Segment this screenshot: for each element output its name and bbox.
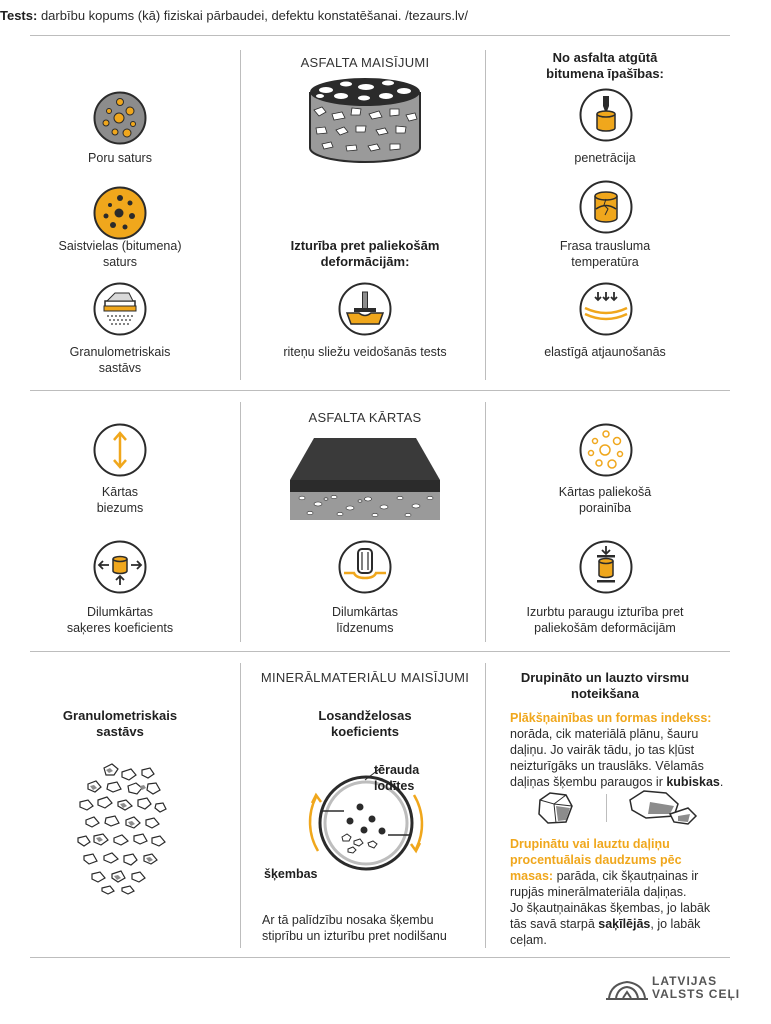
label-line: Kārtas xyxy=(101,485,139,499)
body-text: . xyxy=(719,775,724,789)
desc-line: stiprību un izturību pret nodilšanu xyxy=(262,929,447,943)
heading-line: No asfalta atgūtā xyxy=(552,50,658,65)
label-line: saķeres koeficients xyxy=(66,621,174,635)
divider xyxy=(30,35,730,36)
steel-balls-label xyxy=(374,762,419,794)
crushed-subheading: Drupinātu vai lauztu daļiņu xyxy=(510,837,670,851)
body-line: daļiņu. Jo vairāk tādu, jo tas kļūst xyxy=(510,743,695,757)
adhesion-icon xyxy=(93,540,147,594)
label-line: sastāvs xyxy=(98,361,142,375)
divider xyxy=(240,50,241,380)
core-deformation-label xyxy=(485,604,725,636)
asphalt-core-icon xyxy=(306,74,424,166)
section-title: MINERĀLMATERIĀLU MAISĪJUMI xyxy=(260,670,470,685)
label-line: Izurbtu paraugu izturība pret xyxy=(526,605,684,619)
la-coefficient-heading xyxy=(245,708,485,740)
emphasis-text: saķīlējās xyxy=(598,917,651,931)
body-text: daļiņas šķembu paraugos ir xyxy=(510,775,667,789)
crushed-faces-heading xyxy=(485,670,725,702)
desc-line: Ar tā palīdzību nosaka šķembu xyxy=(262,913,434,927)
heading-line: Izturība pret paliekošām xyxy=(290,238,440,253)
la-description xyxy=(262,912,482,944)
body-line xyxy=(510,916,740,932)
asphalt-layers-icon xyxy=(290,438,440,522)
pore-content-icon xyxy=(93,91,147,145)
divider xyxy=(30,957,730,958)
heading-line: koeficients xyxy=(331,724,399,739)
logo-line: LATVIJAS xyxy=(652,974,718,988)
body-line: ceļam. xyxy=(510,933,547,947)
body-line: neizturīgāks un trauslāks. Vēlamās xyxy=(510,759,704,773)
flakiness-subheading: Plākšņainības un formas indekss: xyxy=(510,711,712,725)
crushed-subheading: masas: xyxy=(510,869,554,883)
elastic-recovery-label: elastīgā atjaunošanās xyxy=(544,345,666,359)
label-line: līdzenums xyxy=(336,621,394,635)
body-line xyxy=(510,868,740,884)
label-line: porainība xyxy=(578,501,632,515)
header-label: Tests: xyxy=(0,8,38,23)
label-line: Frasa trausluma xyxy=(559,239,651,253)
body-text: tās savā starpā xyxy=(510,917,599,931)
pore-content-label: Poru saturs xyxy=(88,151,152,165)
emphasis-text: kubiskas xyxy=(666,775,720,789)
label-line: temperatūra xyxy=(571,255,639,269)
divider xyxy=(485,663,486,948)
label-line: paliekošām deformācijām xyxy=(534,621,676,635)
heading-line: deformācijām: xyxy=(320,254,410,269)
wheel-tracking-icon xyxy=(338,282,392,336)
page-header xyxy=(0,8,468,24)
divider xyxy=(606,794,607,822)
divider xyxy=(240,402,241,642)
grading-icon xyxy=(93,282,147,336)
porosity-label xyxy=(485,484,725,516)
mineral-grading-heading xyxy=(30,708,210,740)
latvian-state-roads-logo xyxy=(606,976,648,1000)
label-line: Dilumkārtas xyxy=(332,605,398,619)
heading-line: Losandželosas xyxy=(318,708,412,723)
heading-line: bitumena īpašības: xyxy=(546,66,664,81)
body-line: norāda, cik materiālā plānu, šauru xyxy=(510,727,699,741)
divider xyxy=(485,50,486,380)
label-line: Kārtas paliekošā xyxy=(558,485,652,499)
flaky-stone-icon xyxy=(626,788,698,826)
divider xyxy=(30,651,730,652)
adhesion-label xyxy=(30,604,210,636)
label-line: Granulometriskais xyxy=(69,345,171,359)
evenness-label xyxy=(245,604,485,636)
label-line: Saistvielas (bitumena) xyxy=(58,239,182,253)
aggregate-pile-icon xyxy=(76,762,168,896)
heading-line: Drupināto un lauzto virsmu xyxy=(520,670,690,685)
label-line: saturs xyxy=(102,255,138,269)
grading-label xyxy=(30,344,210,376)
crushed-particles-block xyxy=(510,836,740,948)
fraass-label xyxy=(485,238,725,270)
binder-content-icon xyxy=(93,186,147,240)
body-text: , jo labāk xyxy=(650,917,701,931)
thickness-icon xyxy=(93,423,147,477)
penetration-icon xyxy=(579,88,633,142)
divider xyxy=(240,663,241,948)
section-title: ASFALTA MAISĪJUMI xyxy=(300,55,430,70)
label-line: tērauda xyxy=(374,763,420,777)
divider xyxy=(30,390,730,391)
elastic-recovery-icon xyxy=(579,282,633,336)
section-title: ASFALTA KĀRTAS xyxy=(308,410,422,425)
heading-line: sastāvs xyxy=(96,724,144,739)
bitumen-heading xyxy=(485,50,725,82)
flakiness-block xyxy=(510,710,740,790)
crushed-subheading: procentuālais daudzums pēc xyxy=(510,853,682,867)
evenness-icon xyxy=(338,540,392,594)
core-deformation-icon xyxy=(579,540,633,594)
heading-line: Granulometriskais xyxy=(62,708,178,723)
penetration-label: penetrācija xyxy=(574,151,636,165)
header-text: darbību kopums (kā) fiziskai pārbaudei, defektu konstatēšanai. /tezaurs.lv/ xyxy=(40,8,469,23)
binder-content-label xyxy=(30,238,210,270)
heading-line: noteikšana xyxy=(571,686,639,701)
footer-logo-text xyxy=(652,975,740,1001)
body-line: Jo šķautņainākas šķembas, jo labāk xyxy=(510,901,711,915)
body-line xyxy=(510,774,740,790)
porosity-icon xyxy=(579,423,633,477)
cubic-stone-icon xyxy=(536,790,576,826)
label-line: lodītes xyxy=(374,779,415,793)
rutting-heading xyxy=(245,238,485,270)
body-text: parāda, cik šķautņainas ir xyxy=(553,869,699,883)
chips-label: šķembas xyxy=(264,867,318,881)
logo-line: VALSTS CEĻI xyxy=(652,987,741,1001)
label-line: Dilumkārtas xyxy=(87,605,153,619)
wheel-tracking-label: riteņu sliežu veidošanās tests xyxy=(283,345,447,359)
label-line: biezums xyxy=(96,501,144,515)
fraass-icon xyxy=(579,180,633,234)
thickness-label xyxy=(30,484,210,516)
body-line: rupjās minerālmateriāla daļiņas. xyxy=(510,885,687,899)
